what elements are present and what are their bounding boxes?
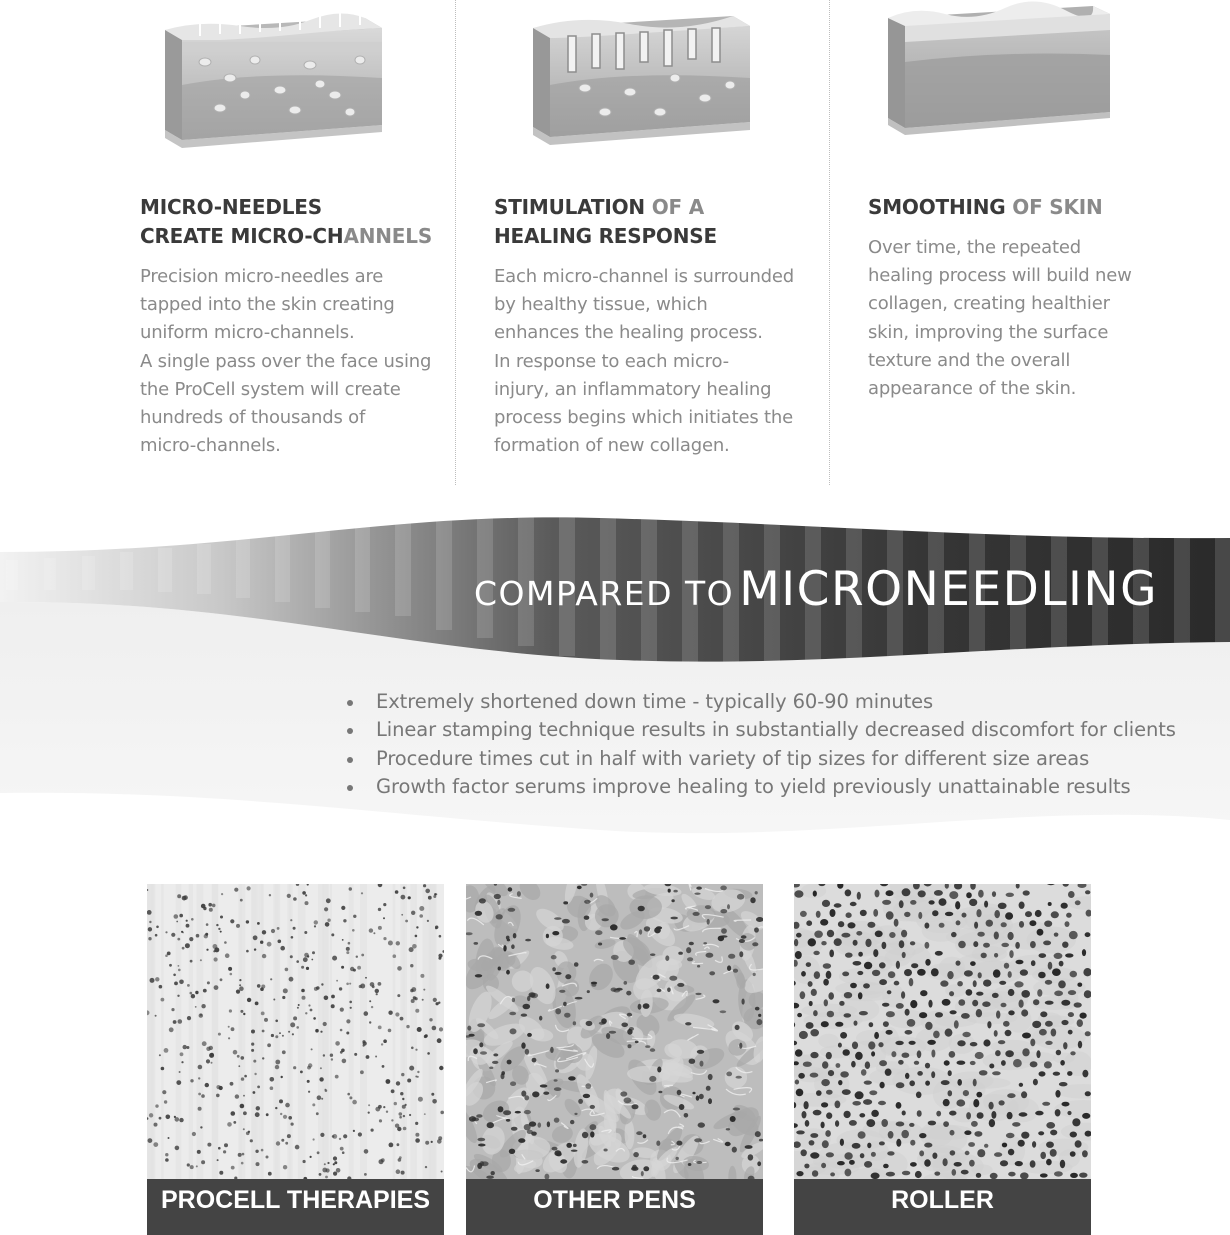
comparison-banner bbox=[0, 500, 1230, 860]
step-body-smoothing: Over time, the repeated healing process will build new collagen, creating healthier skin, improving the surface texture and the overall appearance of the skin. bbox=[868, 234, 1132, 403]
skin-diagram-micro-needles bbox=[160, 0, 385, 155]
list-item: Procedure times cut in half with variety of tip sizes for different size areas bbox=[345, 745, 1176, 773]
skin-diagram-healing-response bbox=[530, 0, 755, 150]
list-item: Growth factor serums improve healing to yield previously unattainable results bbox=[345, 773, 1176, 801]
column-divider bbox=[455, 0, 456, 485]
texture-large-holes-image bbox=[794, 884, 1091, 1179]
sample-label: OTHER PENS bbox=[466, 1179, 763, 1235]
sample-label: ROLLER bbox=[794, 1179, 1091, 1235]
texture-torn-surface-image bbox=[466, 884, 763, 1179]
step-body-micro-needles: Precision micro-needles are tapped into the skin creating uniform micro-channels. A single pass over the face using the ProCell system will create hundreds of thousands of micro-channels. bbox=[140, 263, 431, 460]
step-title-healing-response: STIMULATION OF A HEALING RESPONSE bbox=[494, 193, 717, 251]
step-title-smoothing: SMOOTHING OF SKIN bbox=[868, 193, 1103, 222]
sample-other-pens bbox=[466, 884, 763, 1230]
skin-diagram-smoothing bbox=[885, 0, 1115, 140]
step-body-healing-response: Each micro-channel is surrounded by healthy tissue, which enhances the healing process. In response to each micro- injury, an inflammatory healing process begins which initiates the formation of new collagen. bbox=[494, 263, 794, 460]
column-divider bbox=[829, 0, 830, 485]
banner-heading-small: COMPARED TO bbox=[474, 574, 734, 613]
texture-fine-dots-image bbox=[147, 884, 444, 1179]
sample-label: PROCELL THERAPIES bbox=[147, 1179, 444, 1235]
list-item: Linear stamping technique results in substantially decreased discomfort for clients bbox=[345, 716, 1176, 744]
benefits-list bbox=[345, 688, 1176, 801]
sample-roller bbox=[794, 884, 1091, 1230]
list-item: Extremely shortened down time - typically 60-90 minutes bbox=[345, 688, 1176, 716]
sample-procell-therapies bbox=[147, 884, 444, 1230]
banner-heading-big: MICRONEEDLING bbox=[739, 562, 1158, 617]
step-title-micro-needles: MICRO-NEEDLES CREATE MICRO-CHANNELS bbox=[140, 193, 432, 251]
banner-heading bbox=[474, 562, 1158, 617]
